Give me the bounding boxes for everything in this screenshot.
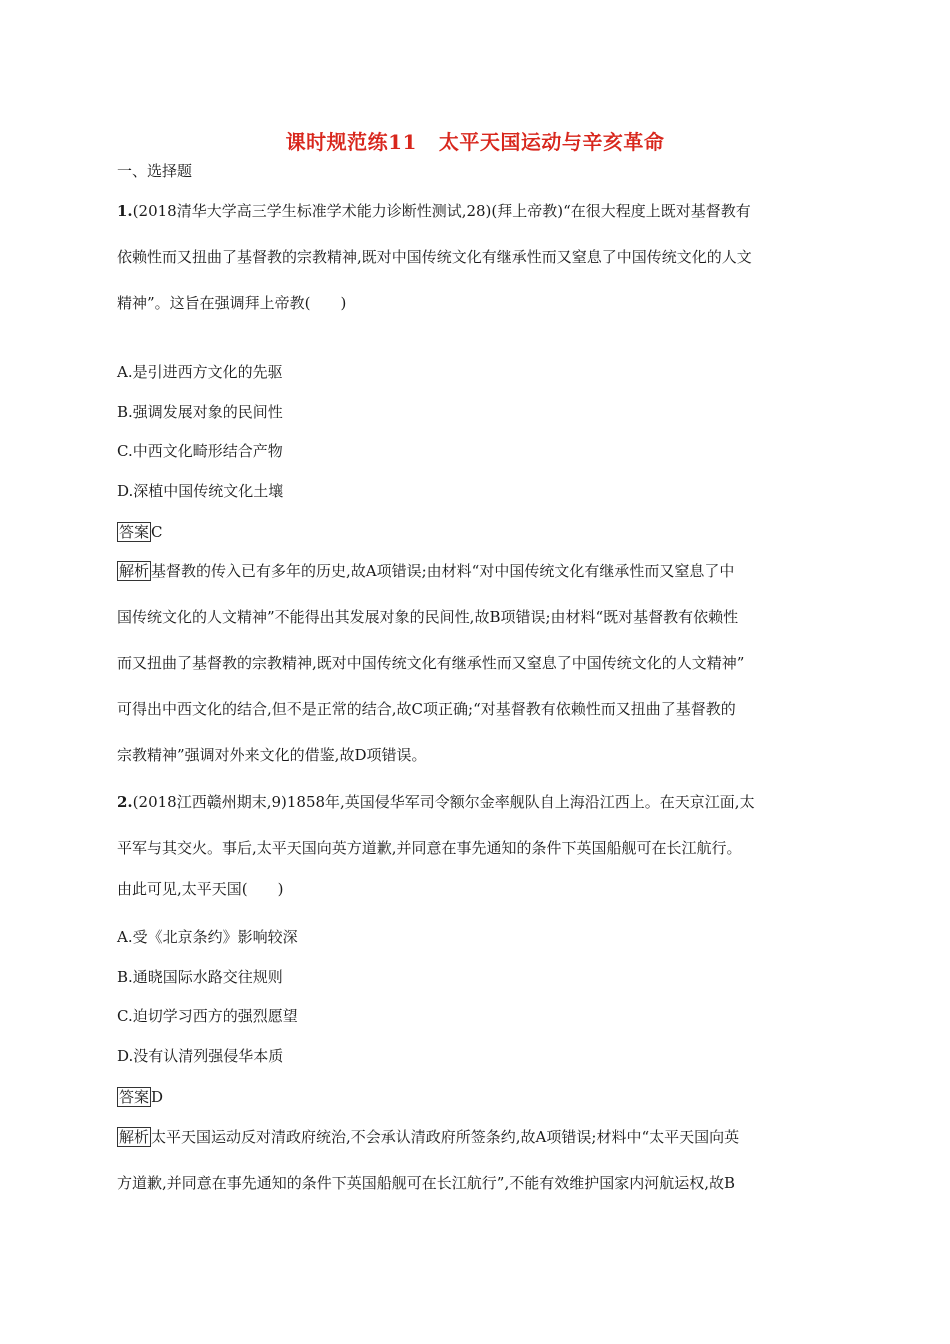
question-number: 2. (117, 793, 133, 811)
question-stem-line: 平军与其交火。事后,太平天国向英方道歉,并同意在事先通知的条件下英国船舰可在长江航行。 (117, 839, 742, 857)
options-2 (117, 922, 837, 1080)
question-stem-line: 依赖性而又扭曲了基督教的宗教精神,既对中国传统文化有继承性而又窒息了中国传统文化的人文 (117, 248, 752, 266)
option-c: C.中西文化畸形结合产物 (117, 442, 283, 460)
page-title (0, 126, 950, 155)
option-d: D.没有认清列强侵华本质 (117, 1046, 284, 1065)
title-part-1: 课时规范练11 (285, 130, 417, 154)
section-heading: 一、选择题 (117, 162, 193, 180)
answer-label: 答案 (119, 1088, 150, 1106)
answer-value: C (151, 523, 163, 541)
question-number: 1. (117, 202, 133, 220)
answer-label: 答案 (119, 523, 150, 541)
answer-value: D (151, 1088, 164, 1106)
option-b: B.强调发展对象的民间性 (117, 402, 283, 421)
title-part-2: 太平天国运动与辛亥革命 (438, 130, 665, 154)
analysis-label: 解析 (119, 562, 150, 580)
options-1 (117, 357, 837, 515)
question-1 (117, 196, 837, 318)
analysis-1: 解析 基督教的传入已有多年的历史,故A项错误;由材料“对中国传统文化有继承性而又窒息了中 国传统文化的人文精神”不能得出其发展对象的民间性,故B项错误;由材料“既对基督教有依赖性 而又扭曲了基督教的宗教精神,既对中国传统文化有继承性而又窒息了中国传统文化的人文精神” 可得出中西文化的结合,但不是正常的结合,故C项正确;“对基督教有依赖性而又扭曲了基督教的 宗教精神”强调对外来文化的借鉴,故D项错误。 (117, 562, 745, 764)
question-stem-line: 精神”。这旨在强调拜上帝教( ) (117, 294, 347, 312)
answer-1 (117, 517, 837, 547)
analysis-2: 解析 太平天国运动反对清政府统治,不会承认清政府所签条约,故A项错误;材料中“太平天国向英 方道歉,并同意在事先通知的条件下英国船舰可在长江航行”,不能有效维护国家内河航运权,故B (117, 1128, 740, 1192)
question-stem-line: 2.(2018江西赣州期末,9)1858年,英国侵华军司令额尔金率舰队自上海沿江西上。在天京江面,太 (117, 793, 755, 811)
option-a: A.是引进西方文化的先驱 (117, 363, 283, 381)
option-b: B.通晓国际水路交往规则 (117, 967, 283, 986)
question-stem-line: 由此可见,太平天国( ) (117, 880, 284, 898)
option-c: C.迫切学习西方的强烈愿望 (117, 1007, 298, 1025)
question-2 (117, 787, 837, 904)
analysis-label: 解析 (119, 1128, 150, 1146)
question-stem-line: 1.(2018清华大学高三学生标准学术能力诊断性测试,28)(拜上帝教)“在很大程度上既对基督教有 (117, 202, 751, 220)
option-a: A.受《北京条约》影响较深 (117, 928, 298, 946)
answer-2 (117, 1082, 837, 1112)
option-d: D.深植中国传统文化土壤 (117, 481, 284, 500)
